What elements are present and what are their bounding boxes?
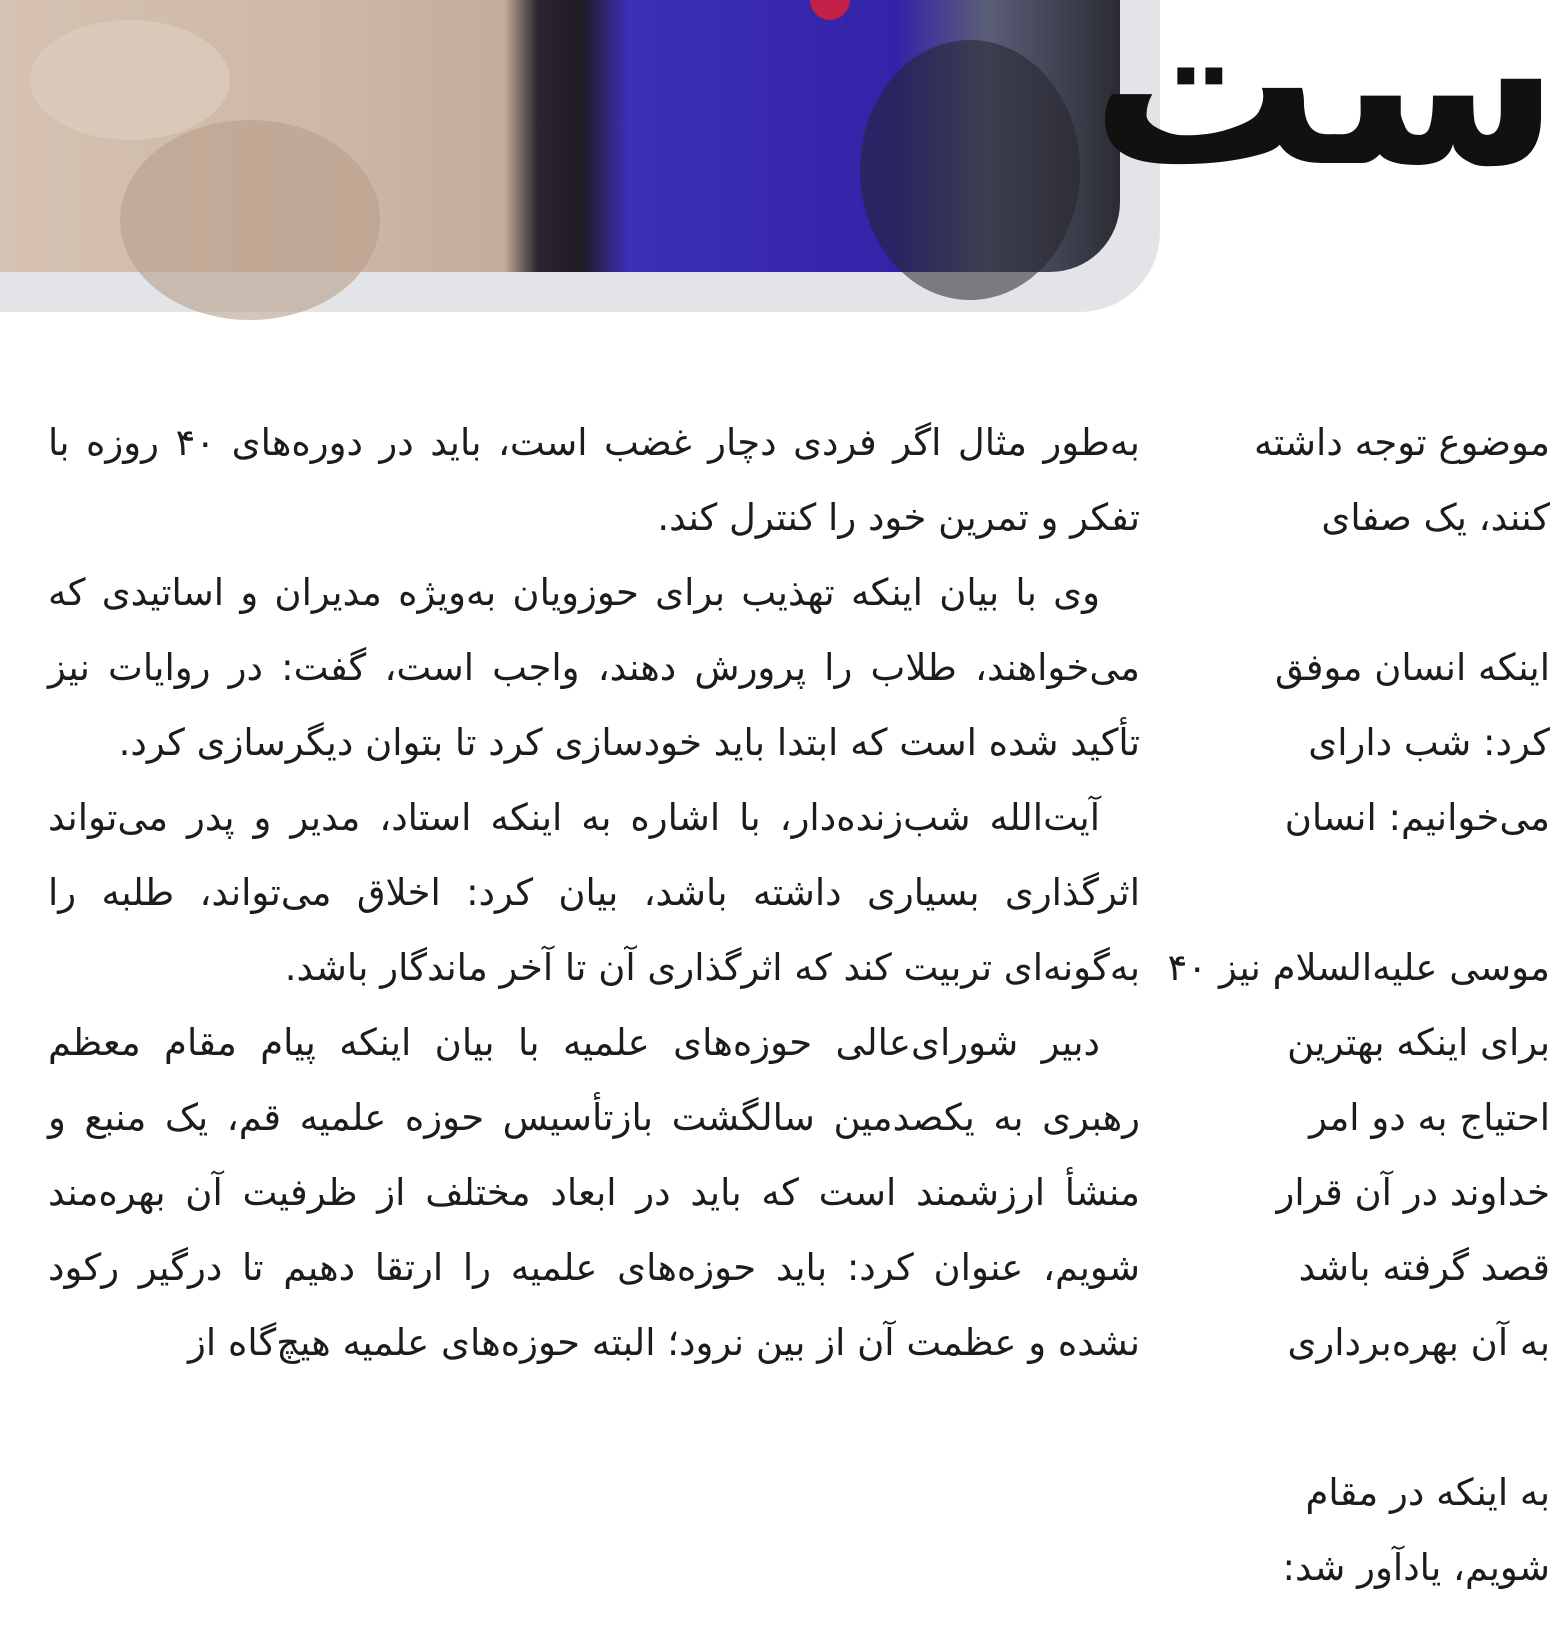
right-column-line: اینکه انسان موفق <box>1274 646 1550 689</box>
right-column-line: برای اینکه بهترین <box>1287 1021 1550 1064</box>
right-column-line: شویم، یادآور شد: <box>1282 1546 1550 1589</box>
right-column-line: موسی علیه‌السلام نیز ۴۰ <box>1167 946 1550 989</box>
right-column-line: کنند، یک صفای <box>1321 496 1550 539</box>
photo-shade-red <box>810 0 850 20</box>
right-column-line: به اینکه در مقام <box>1305 1471 1550 1514</box>
right-column-line: قصد گرفته باشد <box>1298 1246 1550 1289</box>
article-paragraph: به‌طور مثال اگر فردی دچار غضب است، باید در دوره‌های ۴۰ روزه با تفکر و تمرین خود را کنترل کند. <box>48 421 1140 539</box>
right-column-line: احتیاج به دو امر <box>1309 1096 1550 1139</box>
article-photo <box>0 0 1120 272</box>
photo-shade-highlight <box>30 20 230 140</box>
right-column-line: موضوع توجه داشته <box>1254 421 1550 464</box>
article-right-column <box>1167 405 1550 1605</box>
article-main-column <box>48 405 1140 1380</box>
right-column-line: کرد: شب دارای <box>1308 721 1550 764</box>
right-column-line <box>1210 855 1550 930</box>
article-paragraph: وی با بیان اینکه تهذیب برای حوزویان به‌ویژه مدیران و اساتیدی که می‌خواهند، طلاب را پرورش دهند، واجب است، گفت: در روایات نیز تأکید شده است که ابتدا باید خودسازی کرد تا بتوان دیگرسازی کرد. <box>48 571 1140 764</box>
article-paragraph: دبیر شورای‌عالی حوزه‌های علمیه با بیان اینکه پیام مقام معظم رهبری به یکصدمین سالگشت بازتأسیس حوزه علمیه قم، یک منبع و منشأ ارزشمند است که باید در ابعاد مختلف از ظرفیت آن بهره‌مند شویم، عنوان کرد: باید حوزه‌های علمیه را ارتقا دهیم تا درگیر رکود نشده و عظمت آن از بین نرود؛ البته حوزه‌های علمیه هیچ‌گاه از <box>48 1021 1140 1364</box>
right-column-line: خداوند در آن قرار <box>1276 1171 1550 1214</box>
article-photo-frame <box>0 0 1160 312</box>
photo-shade-left <box>120 120 380 320</box>
right-column-line <box>1210 555 1550 630</box>
right-column-line <box>1210 1380 1550 1455</box>
right-column-line: می‌خوانیم: انسان <box>1284 796 1550 839</box>
right-column-line: به آن بهره‌برداری <box>1287 1321 1550 1364</box>
article-paragraph: آیت‌الله شب‌زنده‌دار، با اشاره به اینکه استاد، مدیر و پدر می‌تواند اثرگذاری بسیاری داشته باشد، بیان کرد: اخلاق می‌تواند، طلبه را به‌گونه‌ای تربیت کند که اثرگذاری آن تا آخر ماندگار باشد. <box>48 796 1140 989</box>
photo-shade-dark <box>860 40 1080 300</box>
headline: ست <box>1090 0 1560 218</box>
